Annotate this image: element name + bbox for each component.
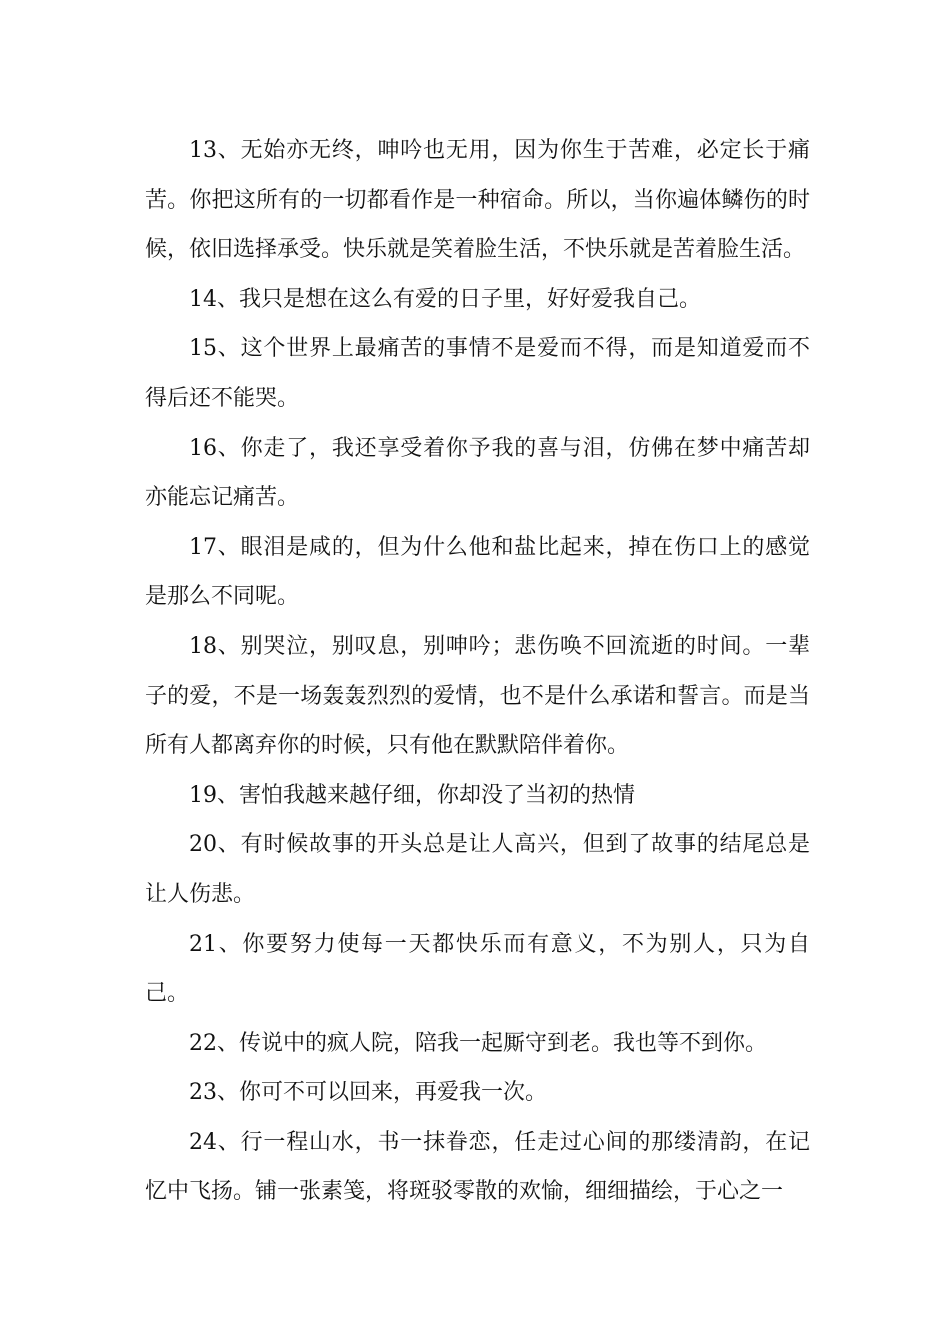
paragraph-19: 19、害怕我越来越仔细，你却没了当初的热情: [189, 782, 635, 808]
paragraph-20: 20、有时候故事的开头总是让人高兴，但到了故事的结尾总是让人伤悲。: [145, 832, 810, 907]
document-body: [145, 126, 810, 1217]
paragraph-17: 17、眼泪是咸的，但为什么他和盐比起来，掉在伤口上的感觉是那么不同呢。: [145, 534, 810, 610]
paragraph-15: 15、这个世界上最痛苦的事情不是爱而不得，而是知道爱而不得后还不能哭。: [145, 336, 810, 411]
paragraph-24: 24、行一程山水，书一抹眷恋，任走过心间的那缕清韵，在记忆中飞扬。铺一张素笺，将斑驳零散的欢愉，细细描绘，于心之一: [145, 1129, 810, 1205]
paragraph-21: 21、你要努力使每一天都快乐而有意义，不为别人，只为自己。: [145, 931, 810, 1007]
paragraph-16: 16、你走了，我还享受着你予我的喜与泪，仿佛在梦中痛苦却亦能忘记痛苦。: [145, 435, 810, 511]
paragraph-18: 18、别哭泣，别叹息，别呻吟；悲伤唤不回流逝的时间。一辈子的爱，不是一场轰轰烈烈的爱情，也不是什么承诺和誓言。而是当所有人都离弃你的时候，只有他在默默陪伴着你。: [145, 633, 810, 759]
paragraph-14: 14、我只是想在这么有爱的日子里，好好爱我自己。: [189, 286, 701, 312]
paragraph-13: 13、无始亦无终，呻吟也无用，因为你生于苦难，必定长于痛苦。你把这所有的一切都看作是一种宿命。所以，当你遍体鳞伤的时候，依旧选择承受。快乐就是笑着脸生活，不快乐就是苦着脸生活。: [145, 138, 810, 263]
paragraph-23: 23、你可不可以回来，再爱我一次。: [189, 1080, 547, 1106]
paragraph-22: 22、传说中的疯人院，陪我一起厮守到老。我也等不到你。: [189, 1030, 767, 1056]
